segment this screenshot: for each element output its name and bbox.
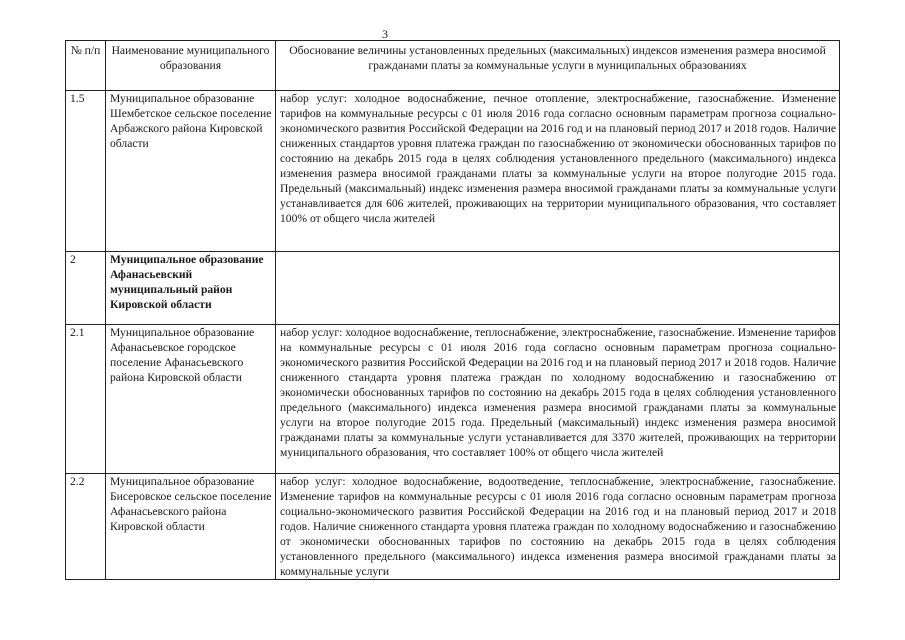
row-justification: набор услуг: холодное водоснабжение, теплоснабжение, электроснабжение, газоснабжение. Изменение тарифов на коммунальные ресурсы с 01 июля 2016 года согласно основным параметрам прогноза социально-экономического развития Российской Федерации на 2016 год и на плановый период 2017 и 2018 годов. Наличие сниженного стандарта уровня платежа граждан по холодному водоснабжению и газоснабжению от экономически обоснованных тарифов по состоянию на декабрь 2015 года в целях соблюдения установленного предельного (максимального) индекса изменения размера вносимой гражданами платы за коммунальные услуги на второе полугодие 2015 года. Предельный (максимальный) индекс изменения размера вносимой гражданами платы за коммунальные услуги устанавливается для 3370 жителей, проживающих на территории муниципального образования, что составляет 100% от общего числа жителей (276, 325, 840, 474)
table-row (66, 252, 840, 325)
row-num: 1.5 (66, 91, 106, 252)
row-municipality: Муниципальное образование Бисеровское сельское поселение Афанасьевского района Кировской области (106, 474, 276, 580)
table-row (66, 325, 840, 474)
row-justification: набор услуг: холодное водоснабжение, печное отопление, электроснабжение, газоснабжение. Изменение тарифов на коммунальные ресурсы с 01 июля 2016 года согласно основным параметрам прогноза социально-экономического развития Российской Федерации на 2016 год и на плановый период 2017 и 2018 годов. Наличие сниженных стандартов уровня платежа граждан по газоснабжению от экономически обоснованных тарифов по состоянию на декабрь 2015 года в целях соблюдения установленного предельного (максимального) индекса изменения размера вносимой гражданами платы за коммунальные услуги на второе полугодие 2015 года. Предельный (максимальный) индекс изменения размера вносимой гражданами платы за коммунальные услуги устанавливается для 606 жителей, проживающих на территории муниципального образования, что составляет 100% от общего числа жителей (276, 91, 840, 252)
row-num: 2.1 (66, 325, 106, 474)
row-municipality: Муниципальное образование Афанасьевский муниципальный район Кировской области (106, 252, 276, 325)
row-num: 2.2 (66, 474, 106, 580)
row-municipality: Муниципальное образование Афанасьевское городское поселение Афанасьевского района Кировской области (106, 325, 276, 474)
row-justification (276, 252, 840, 325)
row-num: 2 (66, 252, 106, 325)
table-header-row (66, 41, 840, 91)
table-row (66, 91, 840, 252)
table-row (66, 474, 840, 580)
row-municipality: Муниципальное образование Шембетское сельское поселение Арбажского района Кировской области (106, 91, 276, 252)
header-name: Наименование муниципального образования (106, 41, 276, 91)
page-number: 3 (382, 27, 388, 41)
header-num: № п/п (66, 41, 106, 91)
header-reason: Обоснование величины установленных предельных (максимальных) индексов изменения размера вносимой гражданами платы за коммунальные услуги в муниципальных образованиях (276, 41, 840, 91)
row-justification: набор услуг: холодное водоснабжение, водоотведение, теплоснабжение, электроснабжение, газоснабжение. Изменение тарифов на коммунальные ресурсы с 01 июля 2016 года согласно основным параметрам прогноза социально-экономического развития Российской Федерации на 2016 год и на плановый период 2017 и 2018 годов. Наличие сниженного стандарта уровня платежа граждан по холодному водоснабжению и газоснабжению от экономически обоснованных тарифов по состоянию на декабрь 2015 года в целях соблюдения установленного предельного (максимального) индекса изменения размера вносимой гражданами платы за коммунальные услуги (276, 474, 840, 580)
tariff-index-table (65, 40, 840, 580)
